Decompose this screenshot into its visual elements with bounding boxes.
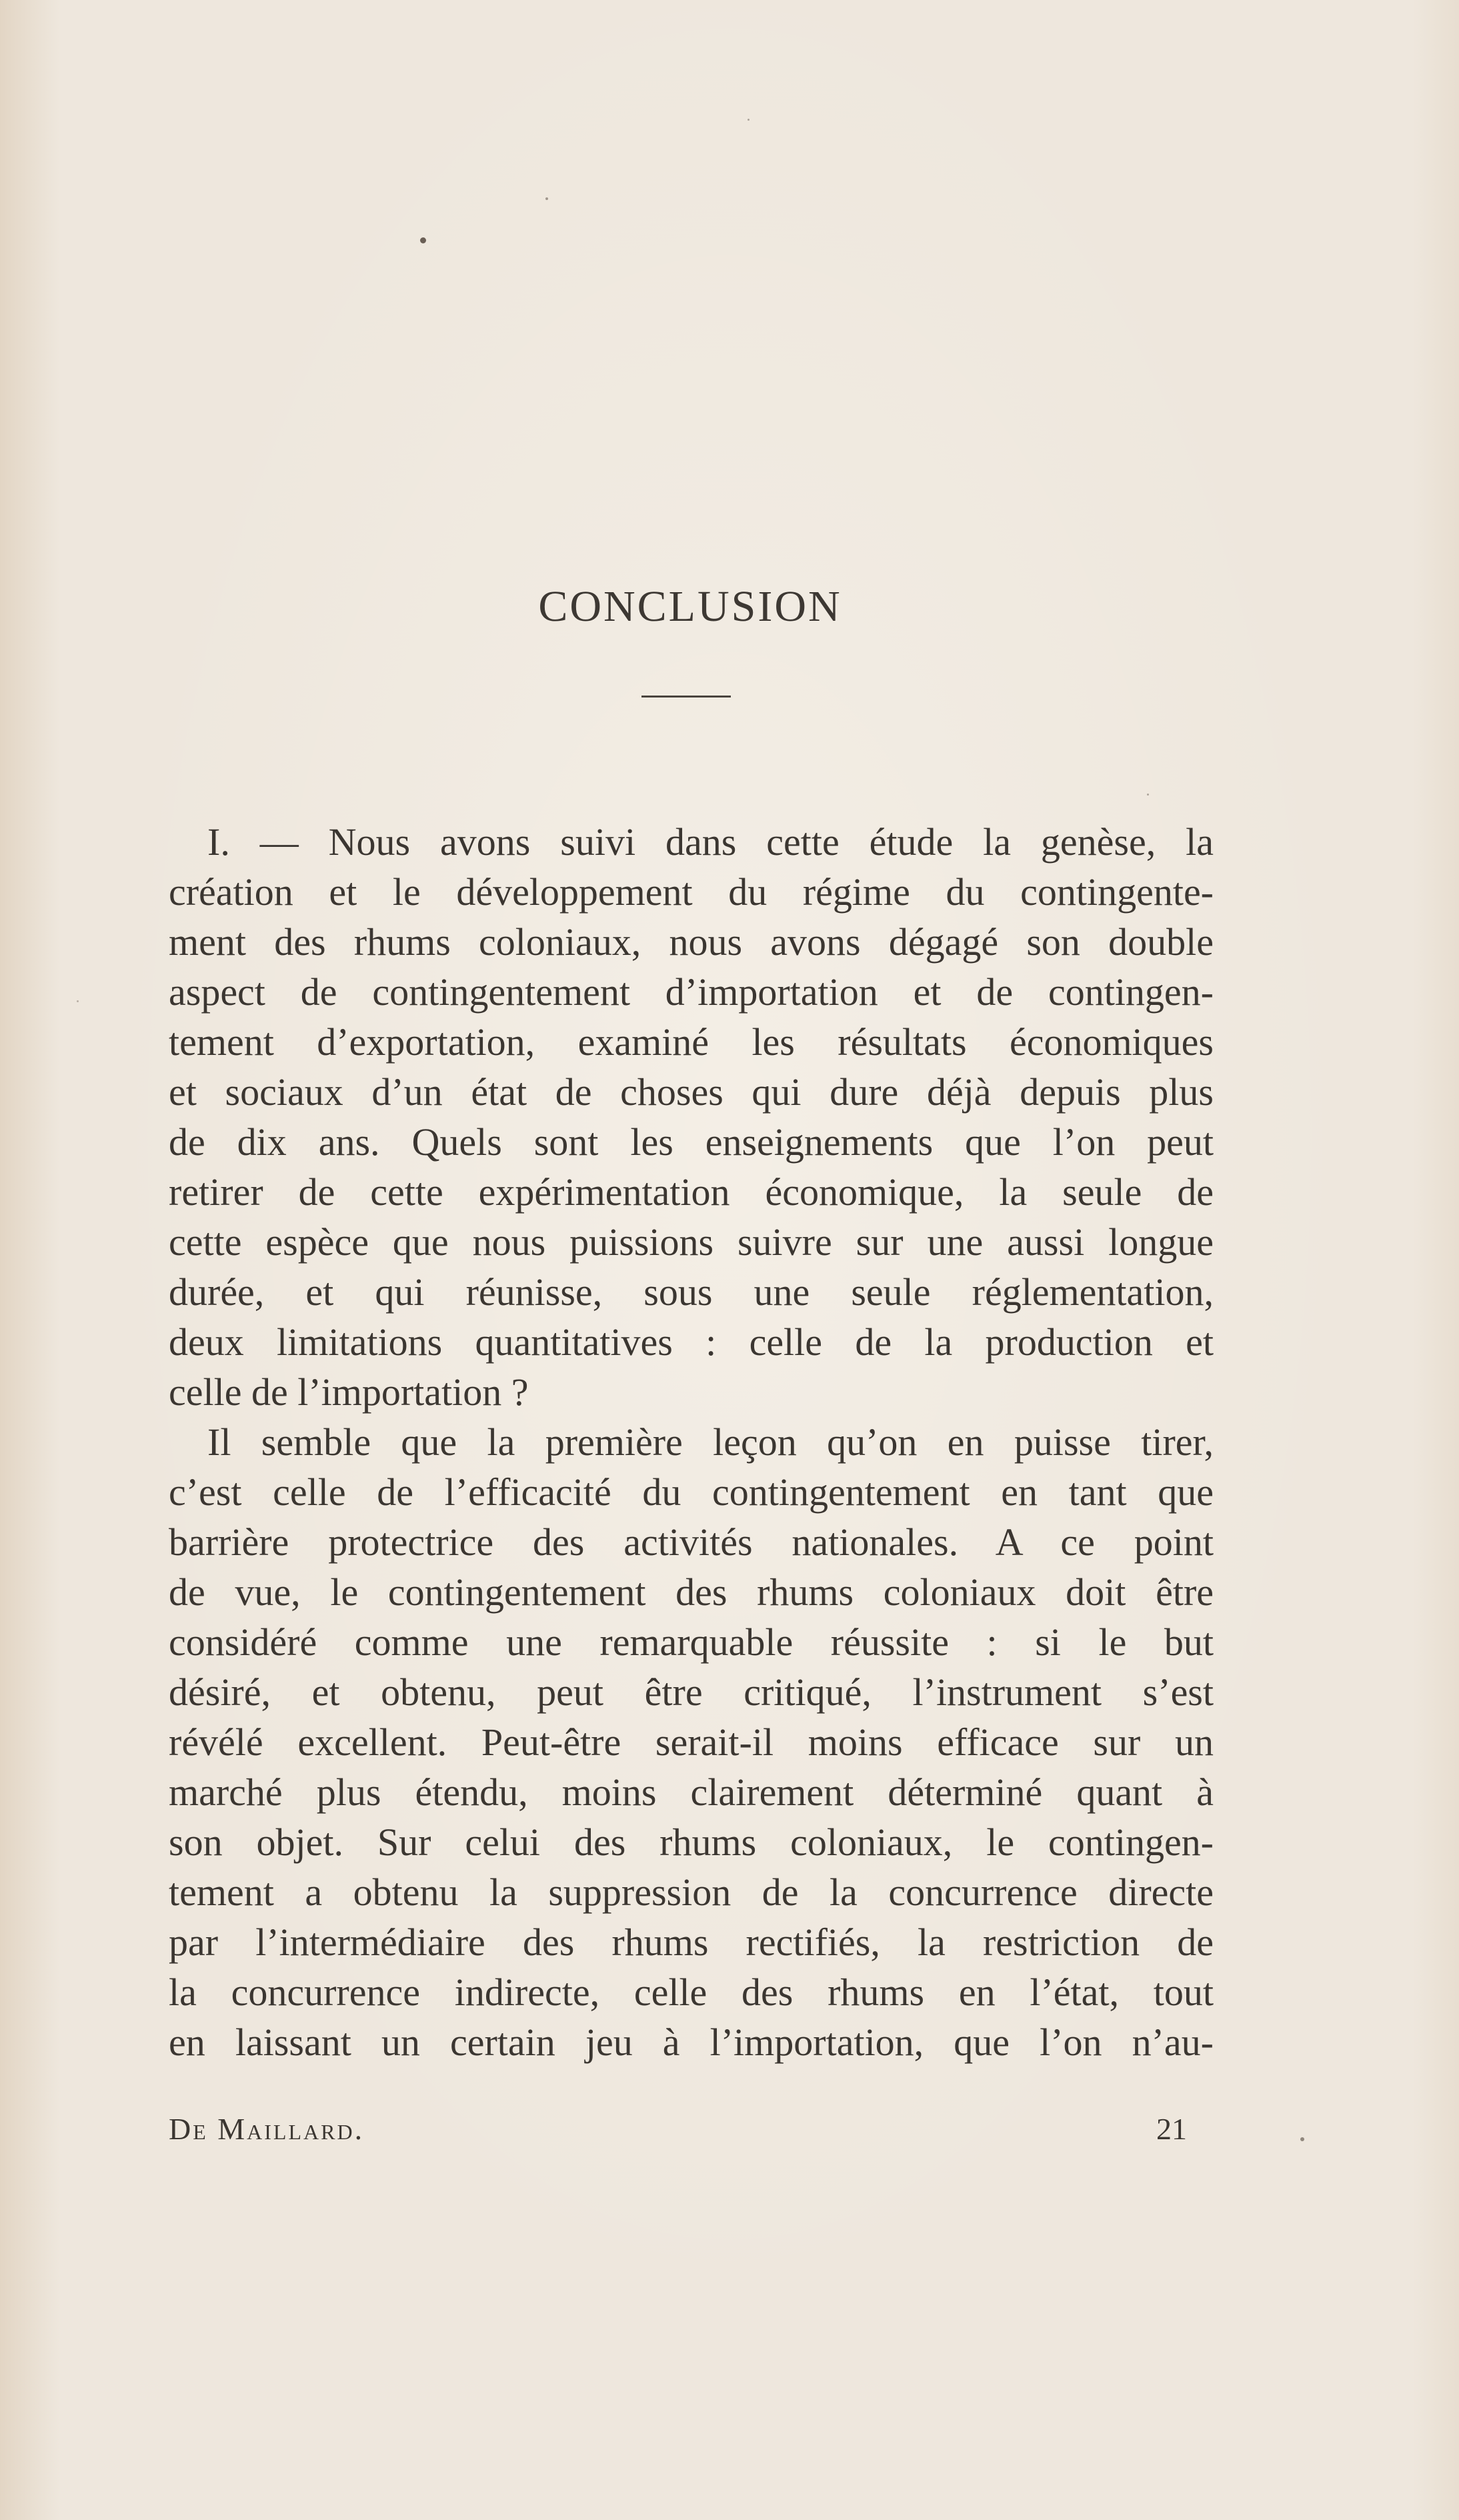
paper-speck — [1300, 2137, 1304, 2141]
text-line: retirer de cette expérimentation économique, la seule de — [169, 1170, 1214, 1214]
text-line: considéré comme une remarquable réussite : si le but — [169, 1620, 1214, 1664]
text-line: marché plus étendu, moins clairement déterminé quant à — [169, 1770, 1214, 1814]
paper-speck — [77, 1000, 79, 1002]
text-line: tement a obtenu la suppression de la concurrence directe — [169, 1870, 1214, 1914]
text-line: de dix ans. Quels sont les enseignements que l’on peut — [169, 1120, 1214, 1164]
text-line: celle de l’importation ? — [169, 1370, 529, 1414]
text-line: révélé excellent. Peut-être serait-il moins efficace sur un — [169, 1720, 1214, 1764]
text-line: cette espèce que nous puissions suivre sur une aussi longue — [169, 1220, 1214, 1264]
title-rule — [641, 696, 731, 698]
running-head: De Maillard. — [169, 2112, 365, 2146]
paper-speck — [545, 197, 548, 200]
text-line: I. — Nous avons suivi dans cette étude la genèse, la — [207, 820, 1214, 864]
text-line: par l’intermédiaire des rhums rectifiés, la restriction de — [169, 1921, 1214, 1964]
text-line: son objet. Sur celui des rhums coloniaux, le contingen- — [169, 1820, 1214, 1864]
text-line: c’est celle de l’efficacité du contingentement en tant que — [169, 1470, 1214, 1514]
paper-speck — [1147, 794, 1149, 796]
body-text — [169, 817, 1214, 2067]
text-line: désiré, et obtenu, peut être critiqué, l’instrument s’est — [169, 1670, 1214, 1714]
text-line: tement d’exportation, examiné les résultats économiques — [169, 1020, 1214, 1064]
text-line: création et le développement du régime du contingente- — [169, 870, 1214, 914]
chapter-title: CONCLUSION — [538, 582, 842, 631]
text-line: la concurrence indirecte, celle des rhums en l’état, tout — [169, 1971, 1214, 2014]
text-line: deux limitations quantitatives : celle de la production et — [169, 1320, 1214, 1364]
text-line: Il semble que la première leçon qu’on en puisse tirer, — [207, 1420, 1214, 1464]
text-line: de vue, le contingentement des rhums coloniaux doit être — [169, 1570, 1214, 1614]
paper-speck — [420, 237, 426, 243]
page-number: 21 — [1156, 2112, 1187, 2146]
page-footer — [169, 2111, 1214, 2151]
text-line: barrière protectrice des activités nationales. A ce point — [169, 1520, 1214, 1564]
text-line: et sociaux d’un état de choses qui dure déjà depuis plus — [169, 1070, 1214, 1114]
text-line: aspect de contingentement d’importation et de contingen- — [169, 970, 1214, 1014]
paper-speck — [748, 119, 750, 121]
text-line: durée, et qui réunisse, sous une seule réglementation, — [169, 1270, 1214, 1314]
text-line: ment des rhums coloniaux, nous avons dégagé son double — [169, 920, 1214, 964]
text-line: en laissant un certain jeu à l’importation, que l’on n’au- — [169, 2021, 1214, 2064]
